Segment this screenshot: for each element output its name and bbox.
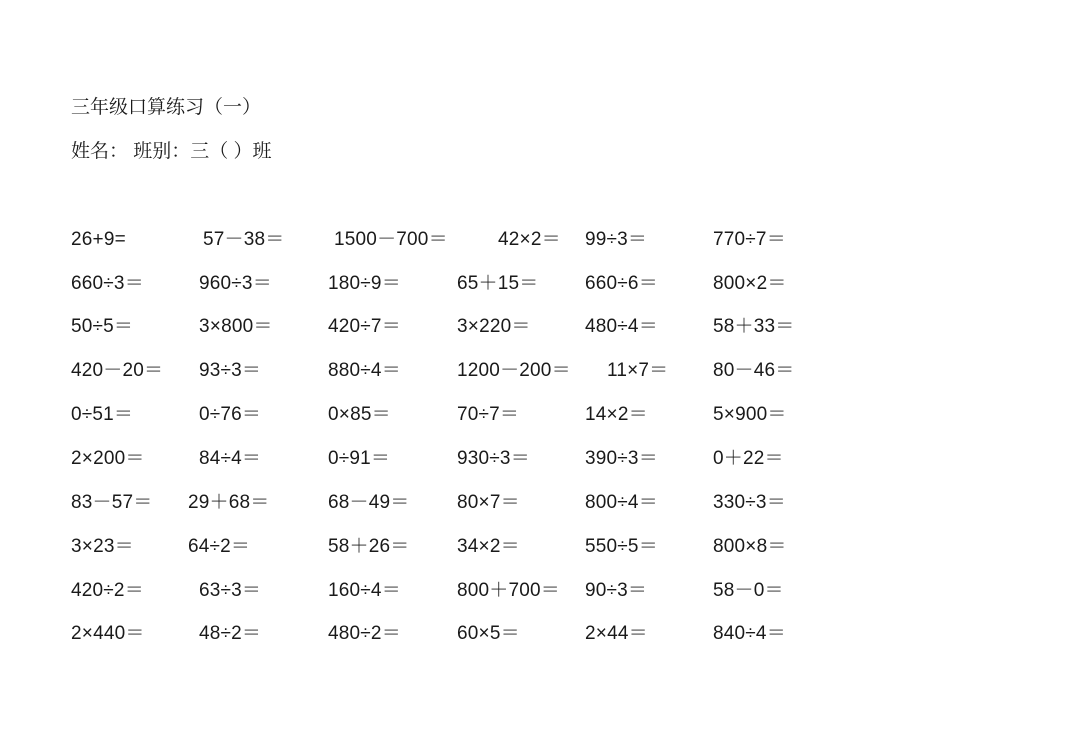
problem-r1-c2: 57－38＝ (203, 229, 285, 250)
problem-r5-c3: 0×85＝ (328, 404, 391, 425)
problem-r5-c4: 70÷7＝ (457, 404, 520, 425)
problem-r9-c5: 90÷3＝ (585, 580, 648, 601)
problem-r3-c1: 50÷5＝ (71, 316, 134, 337)
problem-r9-c4: 800＋700＝ (457, 580, 561, 601)
problem-r8-c3: 58＋26＝ (328, 536, 410, 557)
problem-r8-c6: 800×8＝ (713, 536, 787, 557)
problem-r1-c4: 42×2＝ (498, 229, 561, 250)
problem-r3-c4: 3×220＝ (457, 316, 531, 337)
problem-r7-c5: 800÷4＝ (585, 492, 658, 513)
problem-r3-c5: 480÷4＝ (585, 316, 658, 337)
problem-r7-c1: 83－57＝ (71, 492, 153, 513)
problem-r4-c3: 880÷4＝ (328, 360, 401, 381)
problem-r5-c5: 14×2＝ (585, 404, 648, 425)
problem-r4-c2: 93÷3＝ (199, 360, 262, 381)
problem-r6-c3: 0÷91＝ (328, 448, 391, 469)
problem-r6-c1: 2×200＝ (71, 448, 145, 469)
problem-r8-c2: 64÷2＝ (188, 536, 251, 557)
problem-r1-c3: 1500－700＝ (334, 229, 448, 250)
problem-r8-c1: 3×23＝ (71, 536, 134, 557)
problem-r5-c2: 0÷76＝ (199, 404, 262, 425)
problem-r6-c2: 84÷4＝ (199, 448, 262, 469)
problem-r1-c1: 26+9= (71, 229, 126, 250)
problem-r9-c3: 160÷4＝ (328, 580, 401, 601)
problem-r7-c6: 330÷3＝ (713, 492, 786, 513)
problem-r7-c3: 68－49＝ (328, 492, 410, 513)
problem-r8-c5: 550÷5＝ (585, 536, 658, 557)
problem-r7-c4: 80×7＝ (457, 492, 520, 513)
problem-r9-c1: 420÷2＝ (71, 580, 144, 601)
student-info-line: 姓名： 班别：三（ ）班 (71, 141, 272, 162)
problem-r4-c5: 11×7＝ (607, 360, 669, 381)
problem-r9-c2: 63÷3＝ (199, 580, 262, 601)
problem-r10-c6: 840÷4＝ (713, 623, 786, 644)
problem-r8-c4: 34×2＝ (457, 536, 520, 557)
problem-r10-c1: 2×440＝ (71, 623, 145, 644)
problem-r4-c1: 420－20＝ (71, 360, 164, 381)
problem-r2-c4: 65＋15＝ (457, 273, 539, 294)
problem-r10-c3: 480÷2＝ (328, 623, 401, 644)
problem-r3-c3: 420÷7＝ (328, 316, 401, 337)
problem-r6-c6: 0＋22＝ (713, 448, 784, 469)
problem-r6-c4: 930÷3＝ (457, 448, 530, 469)
problem-r6-c5: 390÷3＝ (585, 448, 658, 469)
problem-r2-c3: 180÷9＝ (328, 273, 401, 294)
problem-r3-c6: 58＋33＝ (713, 316, 795, 337)
problem-r3-c2: 3×800＝ (199, 316, 273, 337)
problem-r1-c5: 99÷3＝ (585, 229, 648, 250)
problem-r2-c2: 960÷3＝ (199, 273, 272, 294)
problem-r10-c5: 2×44＝ (585, 623, 648, 644)
problem-r2-c6: 800×2＝ (713, 273, 787, 294)
problem-r10-c4: 60×5＝ (457, 623, 520, 644)
problem-r7-c2: 29＋68＝ (188, 492, 270, 513)
page-title: 三年级口算练习（一） (71, 97, 262, 118)
problem-r2-c1: 660÷3＝ (71, 273, 144, 294)
problem-r1-c6: 770÷7＝ (713, 229, 786, 250)
problem-r4-c6: 80－46＝ (713, 360, 795, 381)
problem-r4-c4: 1200－200＝ (457, 360, 571, 381)
problem-r5-c6: 5×900＝ (713, 404, 787, 425)
problem-r10-c2: 48÷2＝ (199, 623, 262, 644)
problem-r9-c6: 58－0＝ (713, 580, 784, 601)
problem-r2-c5: 660÷6＝ (585, 273, 658, 294)
problem-r5-c1: 0÷51＝ (71, 404, 134, 425)
